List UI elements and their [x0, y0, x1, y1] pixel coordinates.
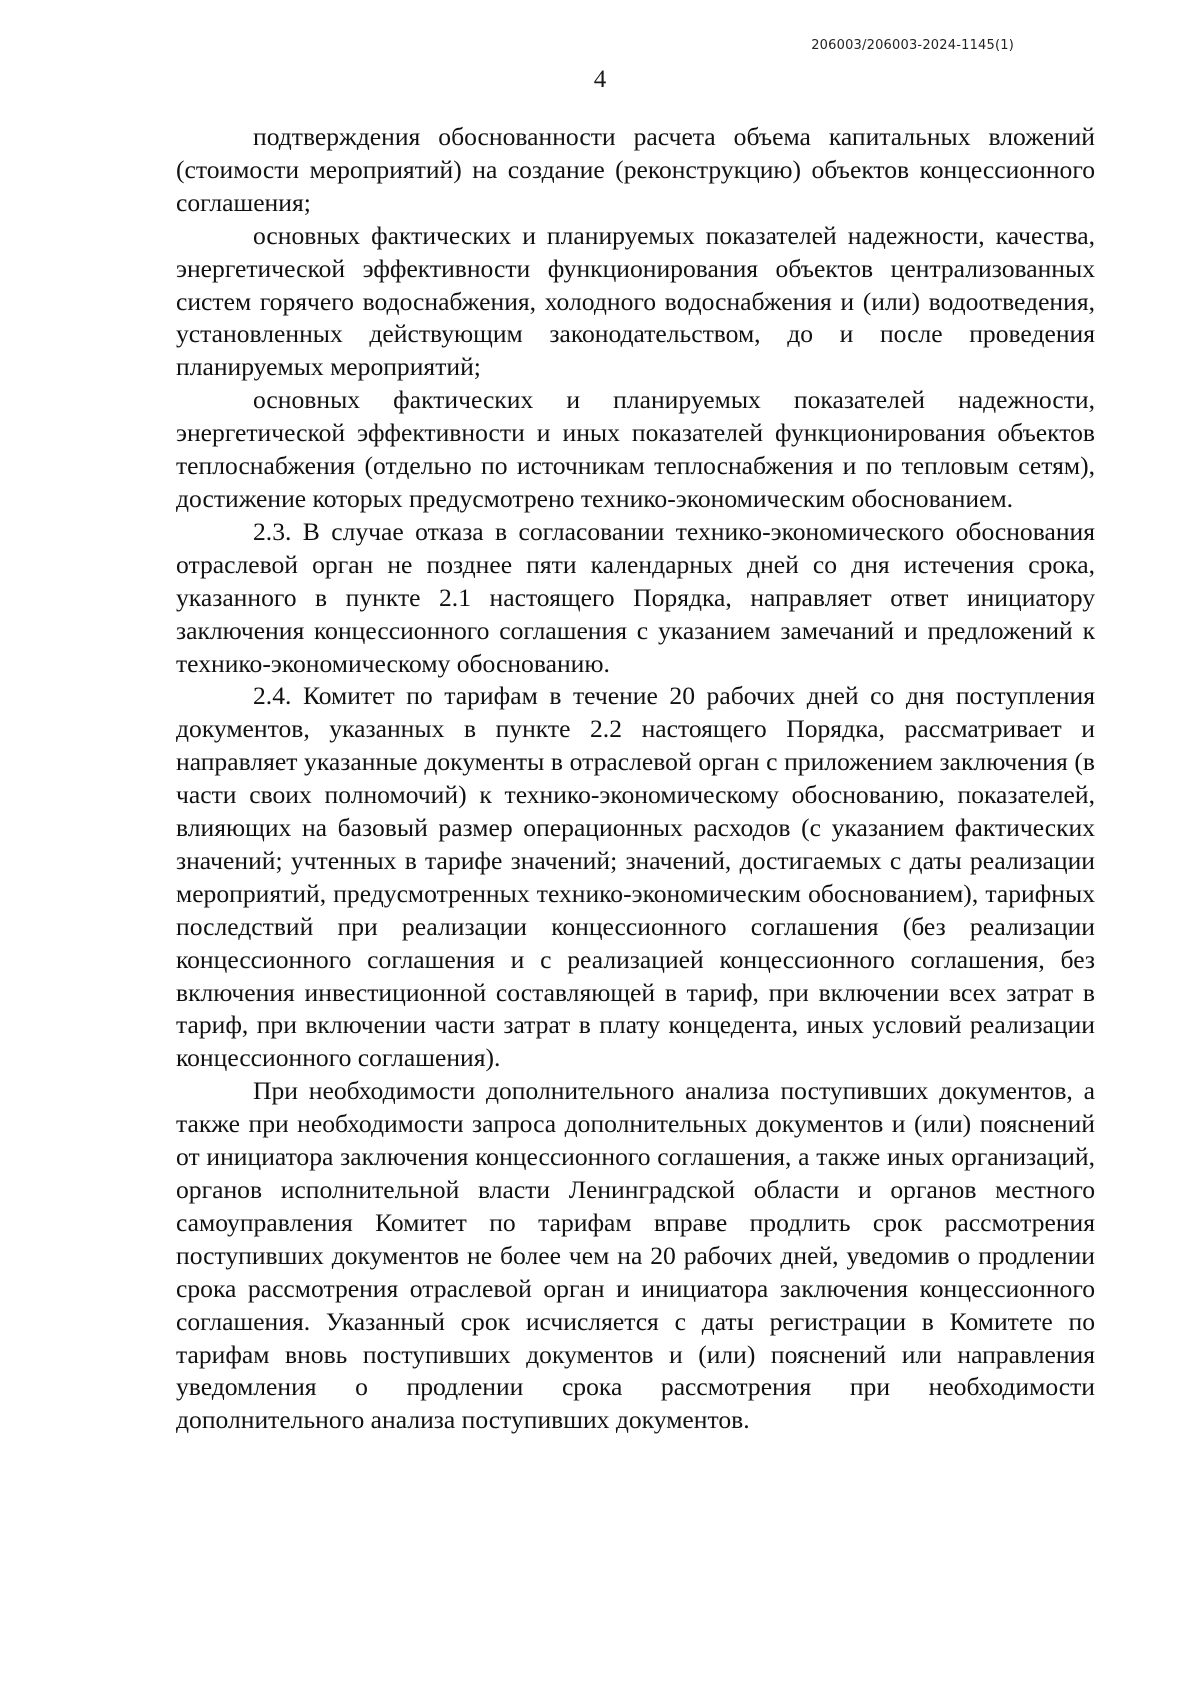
- paragraph-capital-investment: подтверждения обоснованности расчета объема капитальных вложений (стоимости мероприятий) на создание (реконструкцию) объектов концессионного соглашения;: [176, 122, 1095, 217]
- page-number: 4: [593, 66, 607, 93]
- document-body: [176, 121, 1095, 1437]
- paragraph-heat-supply-indicators: основных фактических и планируемых показателей надежности, энергетической эффективности и иных показателей функционирования объектов теплоснабжения (отдельно по источникам теплоснабжения и по тепловым сетям), достижение которых предусмотрено технико-экономическим обоснованием.: [176, 385, 1095, 513]
- paragraph-water-supply-indicators: основных фактических и планируемых показателей надежности, качества, энергетической эффективности функционирования объектов централизованных систем горячего водоснабжения, холодного водоснабжения и (или) водоотведения, установленных действующим законодательством, до и после проведения планируемых мероприятий;: [176, 220, 1095, 382]
- paragraph-clause-2-3: 2.3. В случае отказа в согласовании технико-экономического обоснования отраслевой орган не позднее пяти календарных дней со дня истечения срока, указанного в пункте 2.1 настоящего Порядка, направляет ответ инициатору заключения концессионного соглашения с указанием замечаний и предложений к технико-экономическому обоснованию.: [176, 516, 1095, 678]
- paragraph-clause-2-4: 2.4. Комитет по тарифам в течение 20 рабочих дней со дня поступления документов, указанных в пункте 2.2 настоящего Порядка, рассматривает и направляет указанные документы в отраслевой орган с приложением заключения (в части своих полномочий) к технико-экономическому обоснованию, показателей, влияющих на базовый размер операционных расходов (с указанием фактических значений; учтенных в тарифе значений; значений, достигаемых с даты реализации мероприятий, предусмотренных технико-экономическим обоснованием), тарифных последствий при реализации концессионного соглашения (без реализации концессионного соглашения и с реализацией концессионного соглашения, без включения инвестиционной составляющей в тариф, при включении всех затрат в тариф, при включении части затрат в плату концедента, иных условий реализации концессионного соглашения).: [176, 681, 1095, 1073]
- paragraph-extension-of-review: При необходимости дополнительного анализа поступивших документов, а также при необходимости запроса дополнительных документов и (или) пояснений от инициатора заключения концессионного соглашения, а также иных организаций, органов исполнительной власти Ленинградской области и органов местного самоуправления Комитет по тарифам вправе продлить срок рассмотрения поступивших документов не более чем на 20 рабочих дней, уведомив о продлении срока рассмотрения отраслевой орган и инициатора заключения концессионного соглашения. Указанный срок исчисляется с даты регистрации в Комитете по тарифам вновь поступивших документов и (или) пояснений или направления уведомления о продлении срока рассмотрения при необходимости дополнительного анализа поступивших документов.: [176, 1076, 1095, 1435]
- document-registration-number: 206003/206003-2024-1145(1): [811, 38, 1014, 53]
